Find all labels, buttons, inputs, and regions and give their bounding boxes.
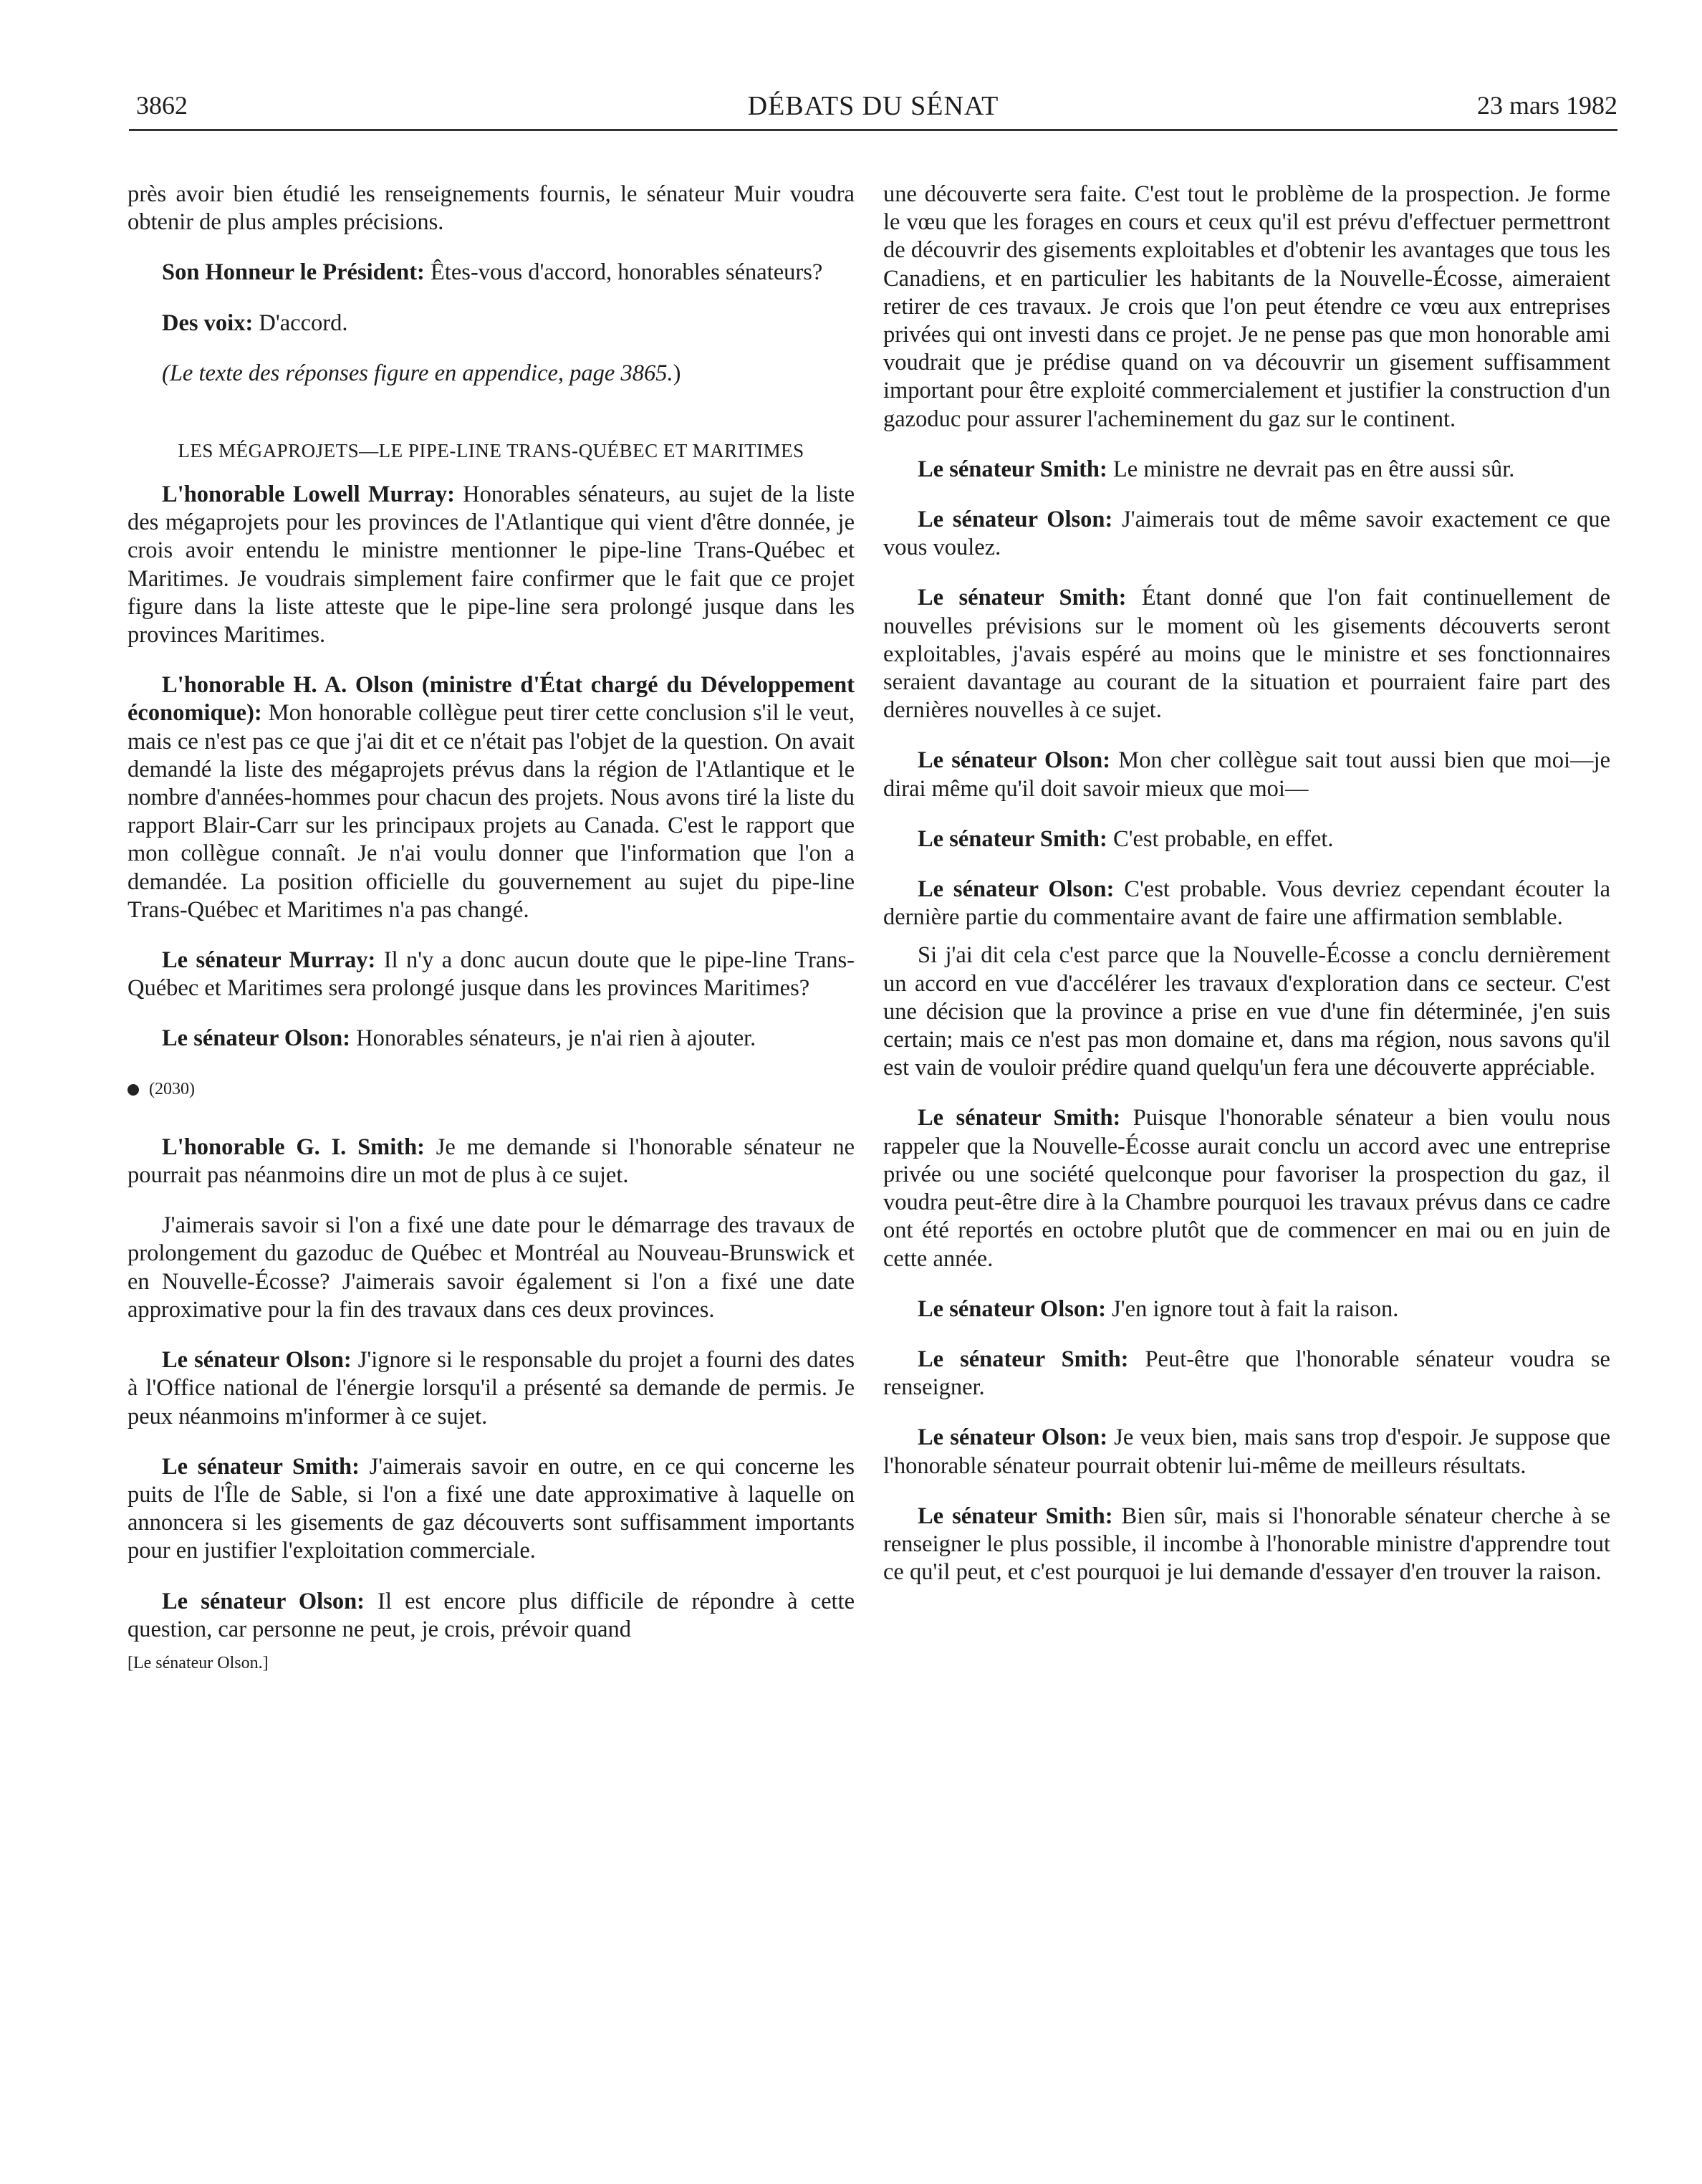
appendix-note: (Le texte des réponses figure en appendice, page 3865.)	[162, 360, 681, 386]
section-heading: LES MÉGAPROJETS—LE PIPE-LINE TRANS-QUÉBEC ET MARITIMES	[178, 440, 804, 462]
speaker-name: Le sénateur Olson:	[162, 1588, 365, 1614]
paragraph: Des voix: D'accord.	[162, 310, 348, 336]
speaker-name: Le sénateur Smith:	[918, 456, 1107, 482]
left-column	[128, 181, 855, 1677]
paragraph: Le sénateur Murray: Il n'y a donc aucun doute que le pipe-line Trans-Québec et Maritimes sera prolongé jusque dans les provinces Maritimes?	[128, 947, 855, 1002]
paragraph: Le sénateur Smith: Peut-être que l'honorable sénateur voudra se renseigner.	[883, 1346, 1610, 1401]
speaker-name: L'honorable H. A. Olson (ministre d'État chargé du Développement économique):	[128, 672, 855, 727]
speaker-name: L'honorable G. I. Smith:	[162, 1134, 425, 1160]
time-marker: (2030)	[128, 1076, 855, 1103]
speaker-name: Le sénateur Olson:	[162, 1025, 351, 1052]
speaker-name: Le sénateur Olson:	[918, 1295, 1107, 1322]
paragraph: L'honorable Lowell Murray: Honorables sénateurs, au sujet de la liste des mégaprojets pour les provinces de l'Atlantique qui vient d'être donnée, je crois avoir entendu le ministre mentionner le pipe-line Trans-Québec et Maritimes. Je voudrais simplement faire confirmer que le fait que ce projet figure dans la liste atteste que le pipe-line sera prolongé jusque dans les provinces Maritimes.	[128, 482, 855, 648]
page-header	[129, 90, 1617, 131]
paragraph: Le sénateur Smith: Étant donné que l'on fait continuellement de nouvelles prévisions sur le moment où les gisements découverts seront exploitables, j'avais espéré au moins que le ministre et ses fonctionnaires seraient davantage au courant de la situation et pourraient faire part des dernières nouvelles à ce sujet.	[883, 585, 1611, 724]
speaker-name: Son Honneur le Président:	[162, 259, 425, 286]
paragraph: Le sénateur Olson: J'ignore si le responsable du projet a fourni des dates à l'Office national de l'énergie lorsqu'il a présenté sa demande de permis. Je peux néanmoins m'informer à ce sujet.	[128, 1347, 855, 1429]
speaker-name: Le sénateur Smith:	[918, 825, 1107, 852]
paragraph: J'aimerais savoir si l'on a fixé une date pour le démarrage des travaux de prolongement du gazoduc de Québec et Montréal au Nouveau-Brunswick et en Nouvelle-Écosse? J'aimerais savoir également si l'on a fixé une date approximative pour la fin des travaux dans ces deux provinces.	[128, 1212, 855, 1323]
page-number: 3862	[136, 91, 188, 120]
paragraph: Le sénateur Olson: J'en ignore tout à fait la raison.	[918, 1295, 1399, 1322]
speaker-name: Le sénateur Olson:	[162, 1347, 352, 1374]
page-date: 23 mars 1982	[1477, 91, 1617, 120]
speaker-name: Des voix:	[162, 310, 254, 336]
speaker-name: Le sénateur Smith:	[918, 1105, 1121, 1131]
bullet-dot-icon	[128, 1084, 139, 1096]
paragraph: Le sénateur Olson: Mon cher collègue sait tout aussi bien que moi—je dirai même qu'il doit savoir mieux que moi—	[883, 747, 1611, 802]
paragraph: Le sénateur Smith: Le ministre ne devrait pas en être aussi sûr.	[918, 456, 1515, 482]
speaker-name: Le sénateur Murray:	[162, 947, 376, 974]
paragraph: Son Honneur le Président: Êtes-vous d'accord, honorables sénateurs?	[162, 259, 823, 286]
speaker-name: Le sénateur Olson:	[918, 1424, 1108, 1451]
paragraph: une découverte sera faite. C'est tout le problème de la prospection. Je forme le vœu que les forages en cours et ceux qu'il est prévu d'effectuer permettront de découvrir des gisements exploitables et d'obtenir les avantages que tous les Canadiens, et en particulier les habitants de la Nouvelle-Écosse, aimeraient retirer de ces travaux. Je crois que l'on peut étendre ce vœu aux entreprises privées qui ont investi dans ce projet. Je ne pense pas que mon honorable ami voudrait que je prédise quand on va découvrir un gisement suffisamment important pour être exploité commercialement et justifier la construction d'un gazoduc pour assurer l'acheminement du gaz sur le continent.	[883, 181, 1610, 432]
paragraph: Le sénateur Olson: Il est encore plus difficile de répondre à cette question, car personne ne peut, je crois, prévoir quand	[128, 1588, 855, 1642]
right-column	[883, 181, 1610, 1609]
speaker-name: Le sénateur Olson:	[918, 876, 1115, 903]
paragraph: Le sénateur Smith: C'est probable, en effet.	[918, 825, 1334, 852]
paragraph: près avoir bien étudié les renseignements fournis, le sénateur Muir voudra obtenir de plus amples précisions.	[128, 181, 855, 236]
paragraph: L'honorable G. I. Smith: Je me demande si l'honorable sénateur ne pourrait pas néanmoins dire un mot de plus à ce sujet.	[128, 1134, 855, 1189]
speaker-name: L'honorable Lowell Murray:	[162, 482, 455, 508]
speaker-name: Le sénateur Smith:	[918, 1346, 1129, 1372]
running-footer: [Le sénateur Olson.]	[128, 1653, 269, 1672]
paragraph: Si j'ai dit cela c'est parce que la Nouvelle-Écosse a conclu dernièrement un accord en vue d'accélérer les travaux d'exploration dans ce secteur. C'est une décision que la province a prise en vue d'une fin déterminée, j'en suis certain; mais ce n'est pas mon domaine et, dans ma région, nous savons qu'il est vain de vouloir prédire quand quelqu'un fera une découverte appréciable.	[883, 942, 1610, 1081]
paragraph: Le sénateur Smith: Puisque l'honorable sénateur a bien voulu nous rappeler que la Nouvelle-Écosse aurait conclu un accord avec une entreprise privée ou une société quelconque pour favoriser la prospection du gaz, il voudra peut-être dire à la Chambre pourquoi les travaux prévus dans ce cadre ont été reportés en octobre plutôt que de commencer en mai ou en juin de cette année.	[883, 1105, 1610, 1272]
speaker-name: Le sénateur Smith:	[162, 1453, 360, 1480]
paragraph: Le sénateur Olson: C'est probable. Vous devriez cependant écouter la dernière partie du commentaire avant de faire une affirmation semblable.	[883, 876, 1611, 931]
paragraph: Le sénateur Olson: Honorables sénateurs, je n'ai rien à ajouter.	[162, 1025, 756, 1052]
speaker-name: Le sénateur Smith:	[918, 1503, 1113, 1529]
speaker-name: Le sénateur Smith:	[918, 585, 1127, 611]
paragraph: Le sénateur Smith: Bien sûr, mais si l'honorable sénateur cherche à se renseigner le plus possible, il incombe à l'honorable ministre d'apprendre tout ce qu'il peut, et c'est pourquoi je lui demande d'essayer d'en trouver la raison.	[883, 1503, 1610, 1586]
paragraph: Le sénateur Smith: J'aimerais savoir en outre, en ce qui concerne les puits de l'Île de Sable, si l'on a fixé une date approximative à laquelle on annoncera si les gisements de gaz découverts sont suffisamment importants pour en justifier l'exploitation commerciale.	[128, 1453, 855, 1564]
paragraph: Le sénateur Olson: J'aimerais tout de même savoir exactement ce que vous voulez.	[883, 507, 1611, 561]
speaker-name: Le sénateur Olson:	[918, 747, 1111, 774]
speaker-name: Le sénateur Olson:	[918, 507, 1113, 533]
paragraph: L'honorable H. A. Olson (ministre d'État chargé du Développement économique): Mon honorable collègue peut tirer cette conclusion s'il le veut, mais ce n'est pas ce que j'ai dit et ce n'était pas l'objet de la question. On avait demandé la liste des mégaprojets prévus dans la région de l'Atlantique et le nombre d'années-hommes pour chacun des projets. Nous avons tiré la liste du rapport Blair-Carr sur les principaux projets au Canada. C'est le rapport que mon collègue connaît. Je n'ai voulu donner que l'information que l'on a demandée. La position officielle du gouvernement au sujet du pipe-line Trans-Québec et Maritimes n'a pas changé.	[128, 672, 855, 923]
paragraph: Le sénateur Olson: Je veux bien, mais sans trop d'espoir. Je suppose que l'honorable sénateur pourrait obtenir lui-même de meilleurs résultats.	[883, 1424, 1611, 1479]
page-title: DÉBATS DU SÉNAT	[747, 91, 999, 121]
